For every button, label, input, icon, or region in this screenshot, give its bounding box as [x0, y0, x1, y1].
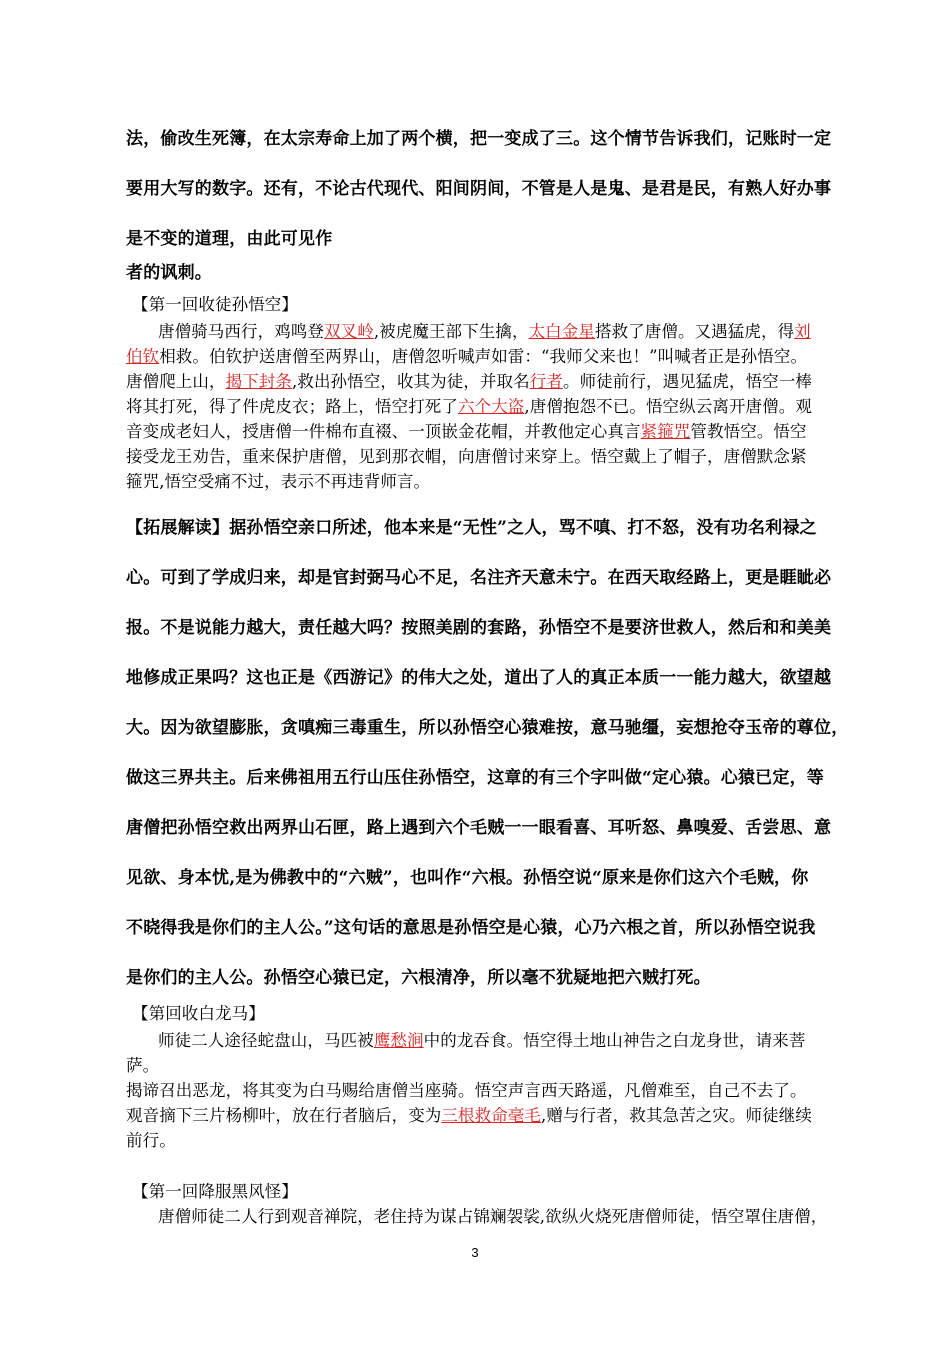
section-heading: 【第回收白龙马】 — [132, 1004, 265, 1023]
expand-line: 见欲、身本忧,是为佛教中的“六贼”，也叫作“六根。孙悟空说“原来是你们这六个毛贼，你 — [126, 868, 809, 888]
paragraph-line: 将其打死，得了件虎皮衣；路上，悟空打死了六个大盗,唐僧抱怨不已。悟空纵云离开唐僧。观 — [126, 397, 812, 416]
section-heading: 【第一回收徒孙悟空】 — [132, 295, 298, 314]
paragraph-line: 伯钦相救。伯钦护送唐僧至两界山，唐僧忽听喊声如雷：“我师父来也！”叫喊者正是孙悟空。 — [126, 347, 808, 366]
paragraph-line: 接受龙王劝告，重来保护唐僧，见到那衣帽，向唐僧讨来穿上。悟空戴上了帽子，唐僧默念紧 — [126, 447, 807, 466]
paragraph-line: 音变成老妇人，授唐僧一件棉布直裰、一顶嵌金花帽，并教他定心真言紧箍咒管教悟空。悟空 — [126, 422, 807, 441]
expand-line: 【拓展解读】据孙悟空亲口所述，他本来是“无性”之人，骂不嗔、打不怒，没有功名利禄之 — [126, 518, 817, 538]
expand-line: 不晓得我是你们的主人公。”这句话的意思是孙悟空是心猿，心乃六根之首，所以孙悟空说我 — [126, 918, 816, 938]
paragraph-line: 唐僧爬上山，揭下封条,救出孙悟空，收其为徒，并取名行者。师徒前行，遇见猛虎，悟空一棒 — [126, 372, 812, 391]
paragraph-line: 唐僧师徒二人行到观音禅院，老住持为谋占锦斓袈裟,欲纵火烧死唐僧师徒，悟空罩住唐僧， — [158, 1207, 828, 1226]
expand-line: 报。不是说能力越大，责任越大吗？按照美剧的套路，孙悟空不是要济世救人，然后和和美美 — [126, 618, 832, 638]
intro-line: 法，偷改生死簿，在太宗寿命上加了两个横，把一变成了三。这个情节告诉我们，记账时一定 — [126, 129, 832, 149]
expand-line: 地修成正果吗？这也正是《西游记》的伟大之处，道出了人的真正本质一一能力越大，欲望越 — [126, 668, 832, 688]
paragraph-line: 唐僧骑马西行，鸡鸣登双叉岭,被虎魔王部下生擒，太白金星搭救了唐僧。又遇猛虎，得刘 — [158, 322, 811, 341]
highlight-term: 六个大盗 — [458, 397, 525, 416]
highlight-term: 刘 — [794, 322, 811, 341]
paragraph-line: 观音摘下三片杨柳叶，放在行者脑后，变为三根救命毫毛,赠与行者，救其急苦之灾。师徒继续 — [126, 1106, 812, 1125]
intro-line: 要用大写的数字。还有，不论古代现代、阳间阴间，不管是人是鬼、是君是民，有熟人好办事 — [126, 179, 832, 199]
paragraph-line: 箍咒,悟空受痛不过，表示不再违背师言。 — [126, 472, 431, 491]
page-number: 3 — [471, 1245, 479, 1260]
highlight-term: 紧箍咒 — [640, 422, 691, 441]
paragraph-line: 师徒二人途径蛇盘山，马匹被鹰愁涧中的龙吞食。悟空得土地山神告之白龙身世，请来菩 — [158, 1031, 806, 1050]
highlight-term: 行者 — [529, 372, 563, 391]
paragraph-line: 前行。 — [126, 1131, 176, 1150]
highlight-term: 鹰愁涧 — [373, 1031, 424, 1050]
expand-line: 心。可到了学成归来，却是官封弼马心不足，名注齐天意未宁。在西天取经路上，更是睚眦必 — [126, 568, 832, 588]
section-heading: 【第一回降服黑风怪】 — [132, 1182, 298, 1201]
expand-line: 大。因为欲望膨胀，贪嗔痴三毒重生，所以孙悟空心猿难按，意马驰缰，妄想抢夺玉帝的尊位， — [126, 718, 849, 738]
highlight-term: 双叉岭 — [324, 322, 374, 341]
highlight-term: 揭下封条 — [225, 372, 293, 391]
intro-line: 者的讽刺。 — [126, 263, 212, 283]
expand-line: 唐僧把孙悟空救出两界山石匣，路上遇到六个毛贼一一眼看喜、耳听怒、鼻嗅爱、舌尝思、意 — [126, 818, 832, 838]
intro-line: 是不变的道理，由此可见作 — [126, 229, 333, 249]
paragraph-line: 萨。 — [126, 1056, 160, 1075]
expand-line: 做这三界共主。后来佛祖用五行山压住孙悟空，这章的有三个字叫做“定心猿。心猿已定，等 — [126, 768, 824, 788]
expand-line: 是你们的主人公。孙悟空心猿已定，六根清净，所以毫不犹疑地把六贼打死。 — [126, 968, 711, 988]
highlight-term: 三根救命毫毛 — [441, 1106, 542, 1125]
highlight-term: 太白金星 — [528, 322, 595, 341]
paragraph-line: 揭谛召出恶龙，将其变为白马赐给唐僧当座骑。悟空声言西天路遥，凡僧难至，自己不去了。 — [126, 1081, 807, 1100]
highlight-term: 伯钦 — [126, 347, 160, 366]
